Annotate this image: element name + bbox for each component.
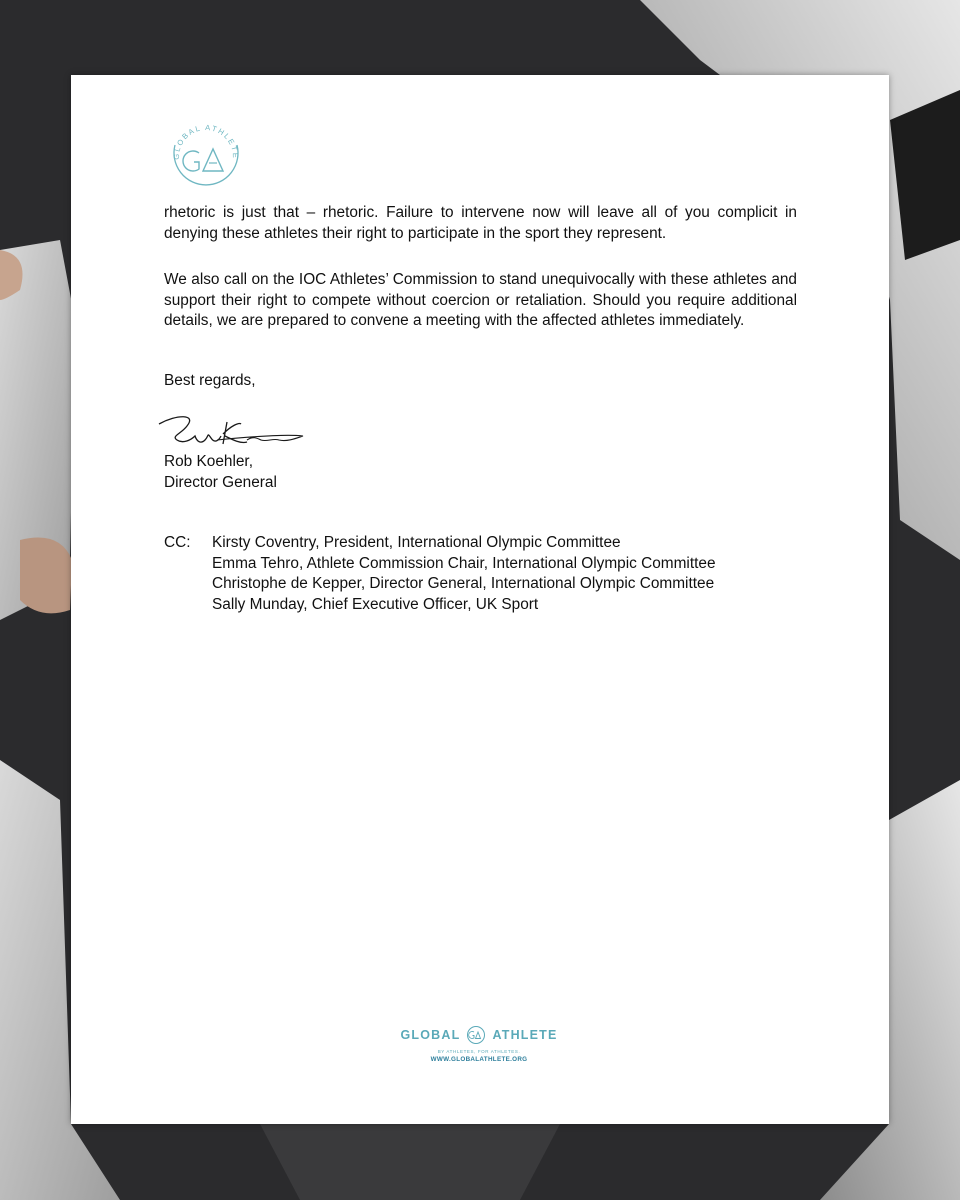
cc-recipient: Christophe de Kepper, Director General, International Olympic Committee <box>212 575 715 592</box>
closing: Best regards, <box>164 372 256 389</box>
paragraph-rhetoric: rhetoric is just that – rhetoric. Failure to intervene now will leave all of you complicit in denying these athletes their right to participate in the sport they represent. <box>164 204 797 242</box>
footer-brand-right: ATHLETE <box>492 1028 558 1042</box>
letter-page <box>71 75 889 1124</box>
svg-text:GLOBAL ATHLETE <box>172 123 240 160</box>
signer-title: Director General <box>164 473 277 491</box>
logo-arc-text: GLOBAL ATHLETE <box>171 122 241 160</box>
footer-brand-left: GLOBAL <box>400 1028 461 1042</box>
global-athlete-logo-icon <box>161 107 251 197</box>
paragraph-athletes-commission: We also call on the IOC Athletes’ Commission to stand unequivocally with these athletes and support their right to compete without coercion or retaliation. Should you require additional details, we are prepared to convene a meeting with the affected athletes immediately. <box>164 271 797 329</box>
letter-footer <box>379 1025 579 1075</box>
footer-url: WWW.GLOBALATHLETE.ORG <box>430 1056 528 1063</box>
cc-recipient: Emma Tehro, Athlete Commission Chair, International Olympic Committee <box>212 554 716 572</box>
signer-block <box>164 452 277 493</box>
signature-image <box>157 410 307 456</box>
footer-brand <box>379 1025 579 1045</box>
footer-logo-icon <box>466 1025 486 1045</box>
cc-recipient: Kirsty Coventry, President, International Olympic Committee <box>212 534 621 551</box>
footer-tagline: BY ATHLETES, FOR ATHLETES. <box>437 1049 521 1054</box>
cc-recipient: Sally Munday, Chief Executive Officer, UK Sport <box>212 595 539 613</box>
cc-label: CC: <box>164 534 191 551</box>
signer-name: Rob Koehler, <box>164 453 253 470</box>
cc-list <box>212 533 716 615</box>
